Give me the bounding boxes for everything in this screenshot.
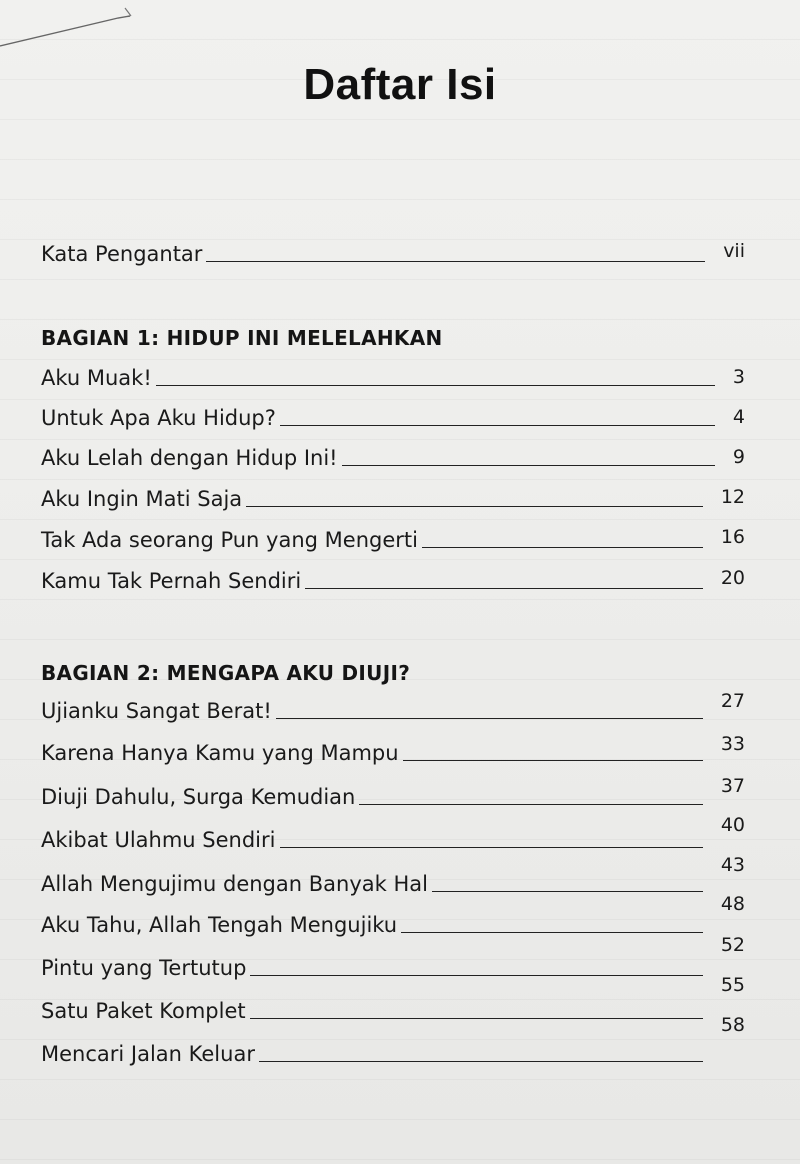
toc-entry-label: Kata Pengantar [41, 242, 203, 266]
toc-page-number: 33 [720, 733, 745, 755]
toc-entry-label: Untuk Apa Aku Hidup? [41, 406, 276, 430]
page-fold-mark [0, 0, 150, 60]
toc-entry [41, 893, 745, 943]
toc-entry-label: Ujianku Sangat Berat! [41, 699, 272, 723]
toc-entry-label: Aku Lelah dengan Hidup Ini! [41, 446, 338, 470]
toc-entry [41, 731, 745, 771]
toc-leader-line [422, 547, 703, 548]
toc-entry [41, 1014, 745, 1072]
section-heading-2: BAGIAN 2: MENGAPA AKU DIUJI? [41, 661, 411, 685]
toc-entry [41, 518, 745, 558]
toc-leader-line [250, 1018, 703, 1019]
toc-entry-label: Akibat Ulahmu Sendiri [41, 828, 276, 852]
toc-entry-label: Tak Ada seorang Pun yang Mengerti [41, 528, 418, 552]
toc-entry [41, 974, 745, 1029]
toc-page-number: 43 [720, 854, 745, 876]
toc-page-number: 9 [732, 446, 745, 468]
toc-entry-label: Kamu Tak Pernah Sendiri [41, 569, 302, 593]
toc-leader-line [403, 760, 703, 761]
toc-entry [41, 689, 745, 729]
section-heading-1: BAGIAN 1: HIDUP INI MELELAHKAN [41, 326, 443, 350]
toc-leader-line [359, 804, 703, 805]
toc-entry [41, 775, 745, 815]
toc-entry-label: Aku Muak! [41, 366, 152, 390]
toc-leader-line [276, 718, 703, 719]
toc-entry [41, 356, 745, 396]
toc-entry [41, 854, 745, 902]
toc-page-number: 55 [720, 974, 745, 996]
toc-page-number: 16 [720, 526, 745, 548]
toc-entry-label: Mencari Jalan Keluar [41, 1042, 255, 1066]
toc-page-number: 20 [720, 567, 745, 589]
toc-leader-line [250, 975, 703, 976]
toc-entry [41, 814, 745, 858]
toc-page-number: vii [723, 240, 745, 262]
toc-leader-line [305, 588, 703, 589]
toc-entry [41, 396, 745, 436]
toc-page-number: 58 [720, 1014, 745, 1036]
toc-page-number: 12 [720, 486, 745, 508]
toc-page-number: 3 [732, 366, 745, 388]
toc-leader-line [206, 261, 705, 262]
toc-leader-line [280, 847, 703, 848]
toc-page-number: 52 [720, 934, 745, 956]
toc-leader-line [401, 932, 703, 933]
toc-leader-line [246, 506, 703, 507]
toc-page-number: 40 [720, 814, 745, 836]
toc-entry-label: Allah Mengujimu dengan Banyak Hal [41, 872, 428, 896]
toc-entry-label: Pintu yang Tertutup [41, 956, 247, 980]
toc-leader-line [156, 385, 715, 386]
toc-page-number: 48 [720, 893, 745, 915]
toc-page-number: 27 [720, 690, 745, 712]
toc-page-number: 37 [720, 775, 745, 797]
toc-entry-preface [41, 232, 745, 272]
toc-entry-label: Karena Hanya Kamu yang Mampu [41, 741, 399, 765]
toc-page-number: 4 [732, 406, 745, 428]
toc-leader-line [432, 891, 703, 892]
toc-leader-line [280, 425, 715, 426]
toc-entry [41, 477, 745, 517]
toc-entry-label: Aku Ingin Mati Saja [41, 487, 243, 511]
toc-entry-label: Diuji Dahulu, Surga Kemudian [41, 785, 356, 809]
toc-entry [41, 559, 745, 599]
toc-entry-label: Satu Paket Komplet [41, 999, 246, 1023]
toc-entry [41, 436, 745, 476]
toc-entry [41, 934, 745, 986]
toc-leader-line [342, 465, 715, 466]
toc-entry-label: Aku Tahu, Allah Tengah Mengujiku [41, 913, 398, 937]
page-title: Daftar Isi [303, 60, 497, 109]
toc-leader-line [259, 1061, 703, 1062]
